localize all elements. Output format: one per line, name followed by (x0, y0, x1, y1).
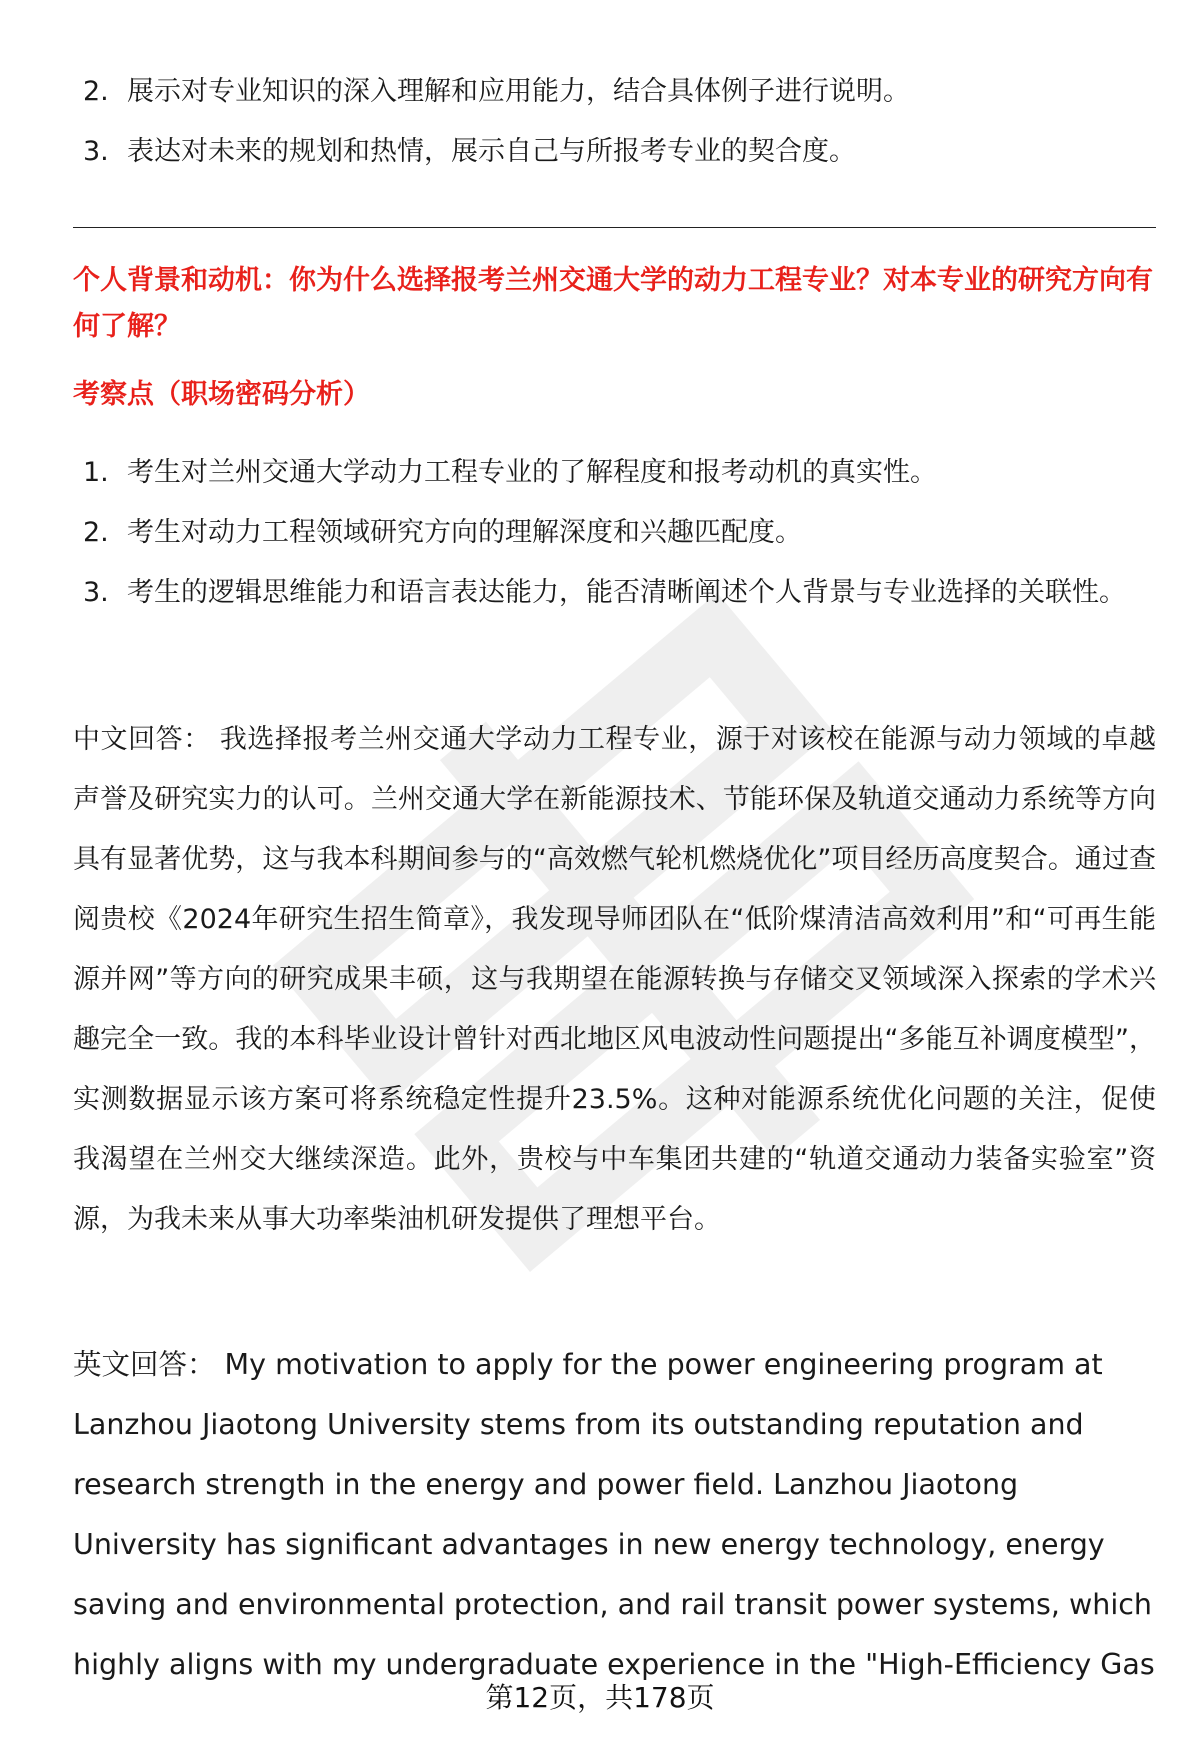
list-number: 2. (83, 76, 109, 107)
list-text: 考生的逻辑思维能力和语言表达能力，能否清晰阐述个人背景与专业选择的关联性。 (127, 577, 1126, 608)
section-divider (73, 227, 1156, 228)
points-list (73, 443, 1156, 623)
list-item (73, 563, 1156, 623)
list-text: 表达对未来的规划和热情，展示自己与所报考专业的契合度。 (127, 136, 856, 167)
list-item (73, 122, 1156, 182)
list-number: 3. (83, 577, 109, 608)
page-footer: 第12页，共178页 (485, 1681, 715, 1714)
list-text: 考生对动力工程领域研究方向的理解深度和兴趣匹配度。 (127, 517, 802, 548)
top-list (73, 62, 1156, 182)
list-item (73, 62, 1156, 122)
list-number: 3. (83, 136, 109, 167)
list-item (73, 503, 1156, 563)
points-heading: 考察点（职场密码分析） (73, 379, 370, 410)
chinese-answer: 中文回答： 我选择报考兰州交通大学动力工程专业，源于对该校在能源与动力领域的卓越声誉及研究实力的认可。兰州交通大学在新能源技术、节能环保及轨道交通动力系统等方向具有显著优势，这与我本科期间参与的“高效燃气轮机燃烧优化”项目经历高度契合。通过查阅贵校《2024年研究生招生简章》，我发现导师团队在“低阶煤清洁高效利用”和“可再生能源并网”等方向的研究成果丰硕，这与我期望在能源转换与存储交叉领域深入探索的学术兴趣完全一致。我的本科毕业设计曾针对西北地区风电波动性问题提出“多能互补调度模型”，实测数据显示该方案可将系统稳定性提升23.5%。这种对能源系统优化问题的关注，促使我渴望在兰州交大继续深造。此外，贵校与中车集团共建的“轨道交通动力装备实验室”资源，为我未来从事大功率柴油机研发提供了理想平台。 (73, 724, 1156, 1235)
list-text: 展示对专业知识的深入理解和应用能力，结合具体例子进行说明。 (127, 76, 910, 107)
list-number: 1. (83, 457, 109, 488)
document-page (73, 0, 1156, 1755)
list-item (73, 443, 1156, 503)
list-text: 考生对兰州交通大学动力工程专业的了解程度和报考动机的真实性。 (127, 457, 937, 488)
english-answer: 英文回答： My motivation to apply for the power engineering program at Lanzhou Jiaotong University stems from its outstanding reputation and research strength in the energy and power field. Lanzhou Jiaotong University has significant advantages in new energy technology, energy saving and environmental protection, and rail transit power systems, which highly aligns with my undergraduate experience in the "High-Efficiency Gas (73, 1348, 1155, 1681)
list-number: 2. (83, 517, 109, 548)
question-heading: 个人背景和动机：你为什么选择报考兰州交通大学的动力工程专业？对本专业的研究方向有何了解？ (73, 265, 1153, 342)
